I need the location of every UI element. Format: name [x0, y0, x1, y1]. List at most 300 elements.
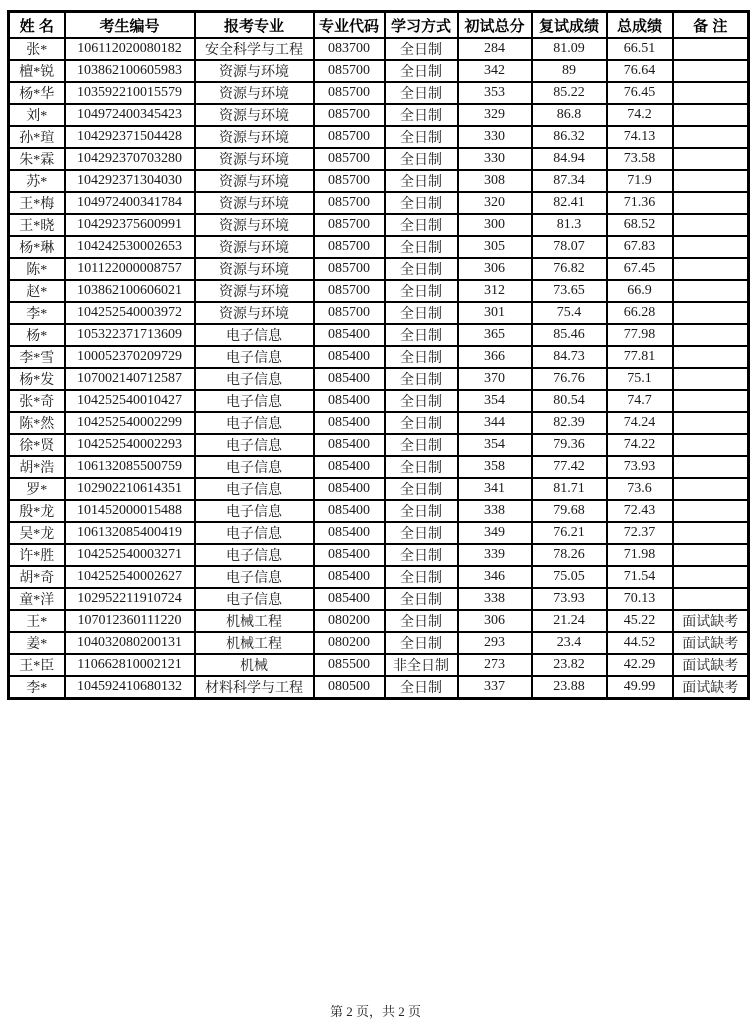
header-cell: 总成绩 — [607, 12, 673, 39]
table-cell: 全日制 — [385, 148, 458, 170]
header-cell: 初试总分 — [458, 12, 532, 39]
table-cell: 全日制 — [385, 588, 458, 610]
table-cell: 284 — [458, 38, 532, 60]
table-cell: 365 — [458, 324, 532, 346]
table-cell: 085700 — [314, 280, 385, 302]
table-cell: 085500 — [314, 654, 385, 676]
table-cell: 085400 — [314, 456, 385, 478]
table-row — [9, 236, 749, 258]
table-row — [9, 412, 749, 434]
table-cell: 全日制 — [385, 104, 458, 126]
table-cell: 全日制 — [385, 390, 458, 412]
table-row — [9, 148, 749, 170]
table-cell: 104032080200131 — [65, 632, 195, 654]
table-cell: 100052370209729 — [65, 346, 195, 368]
table-cell: 085400 — [314, 500, 385, 522]
table-cell: 李* — [9, 302, 65, 324]
table-cell — [673, 126, 749, 148]
table-cell: 104592410680132 — [65, 676, 195, 699]
table-cell: 342 — [458, 60, 532, 82]
table-cell — [673, 170, 749, 192]
table-cell: 84.73 — [532, 346, 607, 368]
table-cell: 姜* — [9, 632, 65, 654]
table-cell: 78.26 — [532, 544, 607, 566]
table-cell: 77.81 — [607, 346, 673, 368]
table-cell: 全日制 — [385, 368, 458, 390]
table-cell: 电子信息 — [195, 522, 314, 544]
table-cell: 71.98 — [607, 544, 673, 566]
table-cell: 资源与环境 — [195, 214, 314, 236]
table-cell: 105322371713609 — [65, 324, 195, 346]
table-cell: 资源与环境 — [195, 104, 314, 126]
table-cell: 085700 — [314, 192, 385, 214]
table-cell: 苏* — [9, 170, 65, 192]
table-row — [9, 302, 749, 324]
table-cell — [673, 478, 749, 500]
table-cell: 103592210015579 — [65, 82, 195, 104]
table-cell — [673, 500, 749, 522]
table-cell: 71.54 — [607, 566, 673, 588]
table-row — [9, 258, 749, 280]
table-cell: 102902210614351 — [65, 478, 195, 500]
table-cell: 66.28 — [607, 302, 673, 324]
table-cell: 全日制 — [385, 82, 458, 104]
table-row — [9, 654, 749, 676]
table-cell: 76.45 — [607, 82, 673, 104]
table-cell: 104252540002299 — [65, 412, 195, 434]
table-row — [9, 280, 749, 302]
table-cell: 273 — [458, 654, 532, 676]
table-row — [9, 324, 749, 346]
table-cell: 全日制 — [385, 412, 458, 434]
table-cell: 085700 — [314, 170, 385, 192]
table-cell: 49.99 — [607, 676, 673, 699]
table-cell: 104292375600991 — [65, 214, 195, 236]
table-cell: 全日制 — [385, 38, 458, 60]
table-cell: 293 — [458, 632, 532, 654]
table-cell: 全日制 — [385, 566, 458, 588]
admission-score-table — [7, 10, 750, 700]
table-cell: 085400 — [314, 478, 385, 500]
table-cell: 085400 — [314, 368, 385, 390]
table-cell: 电子信息 — [195, 456, 314, 478]
table-cell: 82.39 — [532, 412, 607, 434]
table-cell: 73.65 — [532, 280, 607, 302]
table-row — [9, 192, 749, 214]
table-cell: 86.8 — [532, 104, 607, 126]
table-row — [9, 60, 749, 82]
table-cell: 083700 — [314, 38, 385, 60]
table-row — [9, 390, 749, 412]
table-cell: 085400 — [314, 346, 385, 368]
table-cell: 085400 — [314, 566, 385, 588]
table-cell: 76.64 — [607, 60, 673, 82]
table-cell: 337 — [458, 676, 532, 699]
table-cell: 354 — [458, 390, 532, 412]
table-header — [9, 12, 749, 39]
table-cell: 80.54 — [532, 390, 607, 412]
table-cell: 66.9 — [607, 280, 673, 302]
table-cell: 085400 — [314, 434, 385, 456]
table-cell: 王*晓 — [9, 214, 65, 236]
table-cell: 101122000008757 — [65, 258, 195, 280]
table-cell: 104252540003972 — [65, 302, 195, 324]
header-cell: 专业代码 — [314, 12, 385, 39]
table-cell: 73.58 — [607, 148, 673, 170]
table-cell: 资源与环境 — [195, 82, 314, 104]
table-cell: 全日制 — [385, 302, 458, 324]
table-cell: 73.93 — [607, 456, 673, 478]
table-cell: 301 — [458, 302, 532, 324]
table-cell: 胡*浩 — [9, 456, 65, 478]
table-cell: 全日制 — [385, 236, 458, 258]
table-cell: 23.4 — [532, 632, 607, 654]
table-cell: 107002140712587 — [65, 368, 195, 390]
table-cell — [673, 522, 749, 544]
table-cell: 全日制 — [385, 324, 458, 346]
table-cell: 胡*奇 — [9, 566, 65, 588]
table-cell: 104252540002293 — [65, 434, 195, 456]
table-cell: 66.51 — [607, 38, 673, 60]
table-cell: 77.98 — [607, 324, 673, 346]
table-cell: 085400 — [314, 544, 385, 566]
table-cell: 68.52 — [607, 214, 673, 236]
table-cell: 电子信息 — [195, 390, 314, 412]
table-cell: 王*梅 — [9, 192, 65, 214]
table-cell: 320 — [458, 192, 532, 214]
table-cell: 085400 — [314, 412, 385, 434]
table-cell: 资源与环境 — [195, 302, 314, 324]
table-cell: 329 — [458, 104, 532, 126]
table-cell: 机械工程 — [195, 632, 314, 654]
table-cell: 机械 — [195, 654, 314, 676]
table-cell: 358 — [458, 456, 532, 478]
table-cell: 104252540002627 — [65, 566, 195, 588]
table-cell: 电子信息 — [195, 566, 314, 588]
table-cell: 308 — [458, 170, 532, 192]
table-cell: 106132085400419 — [65, 522, 195, 544]
table-cell: 电子信息 — [195, 368, 314, 390]
table-cell: 电子信息 — [195, 588, 314, 610]
table-cell: 徐*贤 — [9, 434, 65, 456]
table-cell: 67.45 — [607, 258, 673, 280]
table-cell: 104972400341784 — [65, 192, 195, 214]
table-cell: 312 — [458, 280, 532, 302]
table-cell: 104242530002653 — [65, 236, 195, 258]
table-cell — [673, 346, 749, 368]
table-row — [9, 478, 749, 500]
table-row — [9, 38, 749, 60]
table-cell: 87.34 — [532, 170, 607, 192]
table-cell: 110662810002121 — [65, 654, 195, 676]
table-row — [9, 214, 749, 236]
table-cell: 106112020080182 — [65, 38, 195, 60]
table-cell: 103862100605983 — [65, 60, 195, 82]
table-cell: 72.37 — [607, 522, 673, 544]
table-cell: 085700 — [314, 60, 385, 82]
table-cell: 朱*霖 — [9, 148, 65, 170]
table-cell: 安全科学与工程 — [195, 38, 314, 60]
table-cell: 电子信息 — [195, 346, 314, 368]
table-cell: 341 — [458, 478, 532, 500]
table-cell: 全日制 — [385, 456, 458, 478]
table-cell: 45.22 — [607, 610, 673, 632]
table-cell: 孙*瑄 — [9, 126, 65, 148]
table-cell: 330 — [458, 126, 532, 148]
table-cell: 103862100606021 — [65, 280, 195, 302]
table-cell: 75.05 — [532, 566, 607, 588]
table-cell — [673, 82, 749, 104]
table-row — [9, 368, 749, 390]
table-row — [9, 434, 749, 456]
table-cell: 74.13 — [607, 126, 673, 148]
table-row — [9, 82, 749, 104]
table-cell: 面试缺考 — [673, 610, 749, 632]
table-cell: 89 — [532, 60, 607, 82]
table-cell: 107012360111220 — [65, 610, 195, 632]
table-cell: 085700 — [314, 104, 385, 126]
table-cell: 73.93 — [532, 588, 607, 610]
table-cell: 75.1 — [607, 368, 673, 390]
table-cell: 81.71 — [532, 478, 607, 500]
table-cell: 电子信息 — [195, 478, 314, 500]
table-cell: 刘* — [9, 104, 65, 126]
table-cell: 78.07 — [532, 236, 607, 258]
table-cell: 101452000015488 — [65, 500, 195, 522]
table-cell: 全日制 — [385, 214, 458, 236]
table-cell: 面试缺考 — [673, 654, 749, 676]
table-row — [9, 632, 749, 654]
table-cell — [673, 38, 749, 60]
table-cell: 353 — [458, 82, 532, 104]
table-cell: 吴*龙 — [9, 522, 65, 544]
header-cell: 考生编号 — [65, 12, 195, 39]
table-cell: 080200 — [314, 610, 385, 632]
table-cell: 306 — [458, 258, 532, 280]
table-cell: 陈*然 — [9, 412, 65, 434]
table-cell: 77.42 — [532, 456, 607, 478]
table-cell: 104972400345423 — [65, 104, 195, 126]
table-cell: 23.88 — [532, 676, 607, 699]
table-row — [9, 456, 749, 478]
table-cell: 杨*华 — [9, 82, 65, 104]
table-cell: 王* — [9, 610, 65, 632]
table-row — [9, 104, 749, 126]
table-cell: 陈* — [9, 258, 65, 280]
table-cell: 67.83 — [607, 236, 673, 258]
table-cell: 全日制 — [385, 126, 458, 148]
table-cell: 电子信息 — [195, 412, 314, 434]
table-cell: 338 — [458, 500, 532, 522]
table-cell: 85.46 — [532, 324, 607, 346]
table-cell: 罗* — [9, 478, 65, 500]
table-cell — [673, 588, 749, 610]
table-cell: 全日制 — [385, 610, 458, 632]
table-cell — [673, 324, 749, 346]
table-cell: 电子信息 — [195, 500, 314, 522]
table-cell: 79.36 — [532, 434, 607, 456]
table-cell — [673, 214, 749, 236]
table-cell: 085400 — [314, 390, 385, 412]
table-cell: 085700 — [314, 258, 385, 280]
table-cell — [673, 412, 749, 434]
table-cell: 全日制 — [385, 434, 458, 456]
table-cell: 085400 — [314, 522, 385, 544]
table-cell: 104292370703280 — [65, 148, 195, 170]
table-cell: 085700 — [314, 302, 385, 324]
table-cell: 085400 — [314, 324, 385, 346]
table-row — [9, 566, 749, 588]
table-cell: 44.52 — [607, 632, 673, 654]
table-cell: 21.24 — [532, 610, 607, 632]
table-cell: 71.36 — [607, 192, 673, 214]
table-cell: 306 — [458, 610, 532, 632]
table-cell — [673, 302, 749, 324]
page-number: 第 2 页，共 2 页 — [329, 1004, 421, 1019]
table-cell: 资源与环境 — [195, 170, 314, 192]
table-cell: 76.82 — [532, 258, 607, 280]
table-cell — [673, 544, 749, 566]
table-cell — [673, 434, 749, 456]
table-cell — [673, 280, 749, 302]
table-cell: 339 — [458, 544, 532, 566]
table-cell: 面试缺考 — [673, 676, 749, 699]
table-cell: 非全日制 — [385, 654, 458, 676]
table-cell: 79.68 — [532, 500, 607, 522]
table-cell: 面试缺考 — [673, 632, 749, 654]
table-cell — [673, 456, 749, 478]
table-cell: 材料科学与工程 — [195, 676, 314, 699]
table-row — [9, 126, 749, 148]
table-cell: 344 — [458, 412, 532, 434]
table-cell: 085700 — [314, 236, 385, 258]
table-row — [9, 610, 749, 632]
table-cell: 杨*琳 — [9, 236, 65, 258]
table-cell: 全日制 — [385, 192, 458, 214]
table-cell: 106132085500759 — [65, 456, 195, 478]
table-cell: 23.82 — [532, 654, 607, 676]
table-cell — [673, 390, 749, 412]
table-cell: 338 — [458, 588, 532, 610]
table-row — [9, 544, 749, 566]
table-cell: 赵* — [9, 280, 65, 302]
table-cell: 84.94 — [532, 148, 607, 170]
table-cell: 354 — [458, 434, 532, 456]
table-cell: 电子信息 — [195, 324, 314, 346]
table-cell: 资源与环境 — [195, 192, 314, 214]
table-cell: 全日制 — [385, 478, 458, 500]
table-cell: 74.24 — [607, 412, 673, 434]
table-cell: 资源与环境 — [195, 280, 314, 302]
table-cell: 085700 — [314, 82, 385, 104]
table-cell: 104292371304030 — [65, 170, 195, 192]
table-cell: 366 — [458, 346, 532, 368]
table-cell: 全日制 — [385, 60, 458, 82]
table-cell: 085700 — [314, 126, 385, 148]
table-cell: 86.32 — [532, 126, 607, 148]
table-cell: 全日制 — [385, 544, 458, 566]
table-cell: 305 — [458, 236, 532, 258]
table-row — [9, 588, 749, 610]
table-cell: 73.6 — [607, 478, 673, 500]
table-cell — [673, 258, 749, 280]
table-cell: 76.76 — [532, 368, 607, 390]
table-cell: 74.2 — [607, 104, 673, 126]
header-cell: 姓 名 — [9, 12, 65, 39]
table-cell — [673, 104, 749, 126]
table-cell: 资源与环境 — [195, 236, 314, 258]
table-cell: 104252540003271 — [65, 544, 195, 566]
table-cell: 75.4 — [532, 302, 607, 324]
table-row — [9, 346, 749, 368]
table-cell — [673, 236, 749, 258]
table-cell: 74.7 — [607, 390, 673, 412]
table-cell — [673, 368, 749, 390]
table-cell: 82.41 — [532, 192, 607, 214]
header-cell: 报考专业 — [195, 12, 314, 39]
table-cell: 杨*发 — [9, 368, 65, 390]
table-cell: 资源与环境 — [195, 258, 314, 280]
table-cell: 电子信息 — [195, 544, 314, 566]
table-cell: 全日制 — [385, 280, 458, 302]
table-cell: 81.09 — [532, 38, 607, 60]
table-cell: 085400 — [314, 588, 385, 610]
table-cell: 许*胜 — [9, 544, 65, 566]
table-cell: 杨* — [9, 324, 65, 346]
table-cell: 42.29 — [607, 654, 673, 676]
table-cell: 102952211910724 — [65, 588, 195, 610]
table-cell: 电子信息 — [195, 434, 314, 456]
table-cell: 殷*龙 — [9, 500, 65, 522]
table-cell: 080200 — [314, 632, 385, 654]
table-cell: 张*奇 — [9, 390, 65, 412]
table-row — [9, 522, 749, 544]
table-cell: 104292371504428 — [65, 126, 195, 148]
table-cell: 资源与环境 — [195, 148, 314, 170]
table-body — [9, 38, 749, 699]
table-cell: 全日制 — [385, 522, 458, 544]
table-cell: 370 — [458, 368, 532, 390]
table-row — [9, 676, 749, 699]
table-cell: 85.22 — [532, 82, 607, 104]
table-cell: 全日制 — [385, 170, 458, 192]
table-cell: 085700 — [314, 214, 385, 236]
table-cell: 童*洋 — [9, 588, 65, 610]
header-row — [9, 12, 749, 39]
table-cell — [673, 566, 749, 588]
table-cell: 王*臣 — [9, 654, 65, 676]
table-cell: 机械工程 — [195, 610, 314, 632]
table-cell: 71.9 — [607, 170, 673, 192]
table-cell — [673, 148, 749, 170]
table-row — [9, 170, 749, 192]
table-row — [9, 500, 749, 522]
table-cell: 76.21 — [532, 522, 607, 544]
table-cell: 72.43 — [607, 500, 673, 522]
table-cell: 全日制 — [385, 346, 458, 368]
table-cell: 300 — [458, 214, 532, 236]
table-cell: 81.3 — [532, 214, 607, 236]
table-cell: 张* — [9, 38, 65, 60]
table-cell: 李* — [9, 676, 65, 699]
table-cell — [673, 192, 749, 214]
table-cell: 74.22 — [607, 434, 673, 456]
table-cell: 资源与环境 — [195, 60, 314, 82]
table-cell: 104252540010427 — [65, 390, 195, 412]
header-cell: 复试成绩 — [532, 12, 607, 39]
table-cell: 349 — [458, 522, 532, 544]
table-cell: 全日制 — [385, 258, 458, 280]
